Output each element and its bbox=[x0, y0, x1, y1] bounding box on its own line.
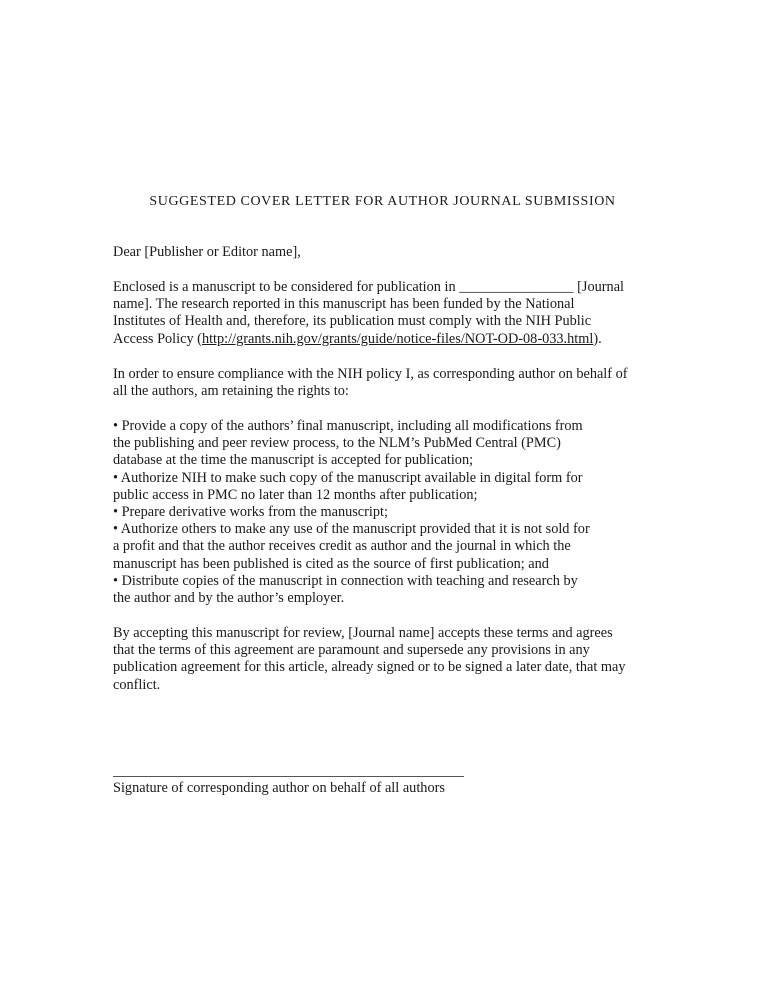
paragraph-line: Institutes of Health and, therefore, its publication must comply with the NIH Public bbox=[113, 313, 592, 330]
list-item bbox=[113, 418, 658, 470]
list-item bbox=[113, 470, 658, 504]
paragraph-line: name]. The research reported in this manuscript has been funded by the National bbox=[113, 296, 575, 313]
salutation-text: Dear [Publisher or Editor name], bbox=[113, 244, 301, 260]
list-item-line: • Distribute copies of the manuscript in connection with teaching and research by bbox=[113, 572, 578, 589]
policy-prefix: Access Policy ( bbox=[113, 330, 202, 347]
list-item bbox=[113, 573, 658, 607]
paragraph-line: By accepting this manuscript for review, [Journal name] accepts these terms and agrees bbox=[113, 625, 613, 641]
rights-list bbox=[113, 418, 658, 607]
paragraph-line: Enclosed is a manuscript to be considered for publication in ________________ [Journal bbox=[113, 279, 625, 295]
list-item-line: the publishing and peer review process, to the NLM’s PubMed Central (PMC) bbox=[113, 435, 561, 452]
paragraph-line bbox=[113, 331, 658, 348]
list-item bbox=[113, 504, 658, 521]
list-item-line: the author and by the author’s employer. bbox=[113, 589, 345, 606]
list-item-line: manuscript has been published is cited as the source of first publication; and bbox=[113, 555, 549, 572]
list-item-line: database at the time the manuscript is accepted for publication; bbox=[113, 452, 474, 469]
list-item-line: • Prepare derivative works from the manuscript; bbox=[113, 503, 388, 520]
paragraph-compliance bbox=[113, 366, 658, 400]
signature-line bbox=[113, 776, 464, 777]
list-item-line: • Provide a copy of the authors’ final manuscript, including all modifications from bbox=[113, 418, 583, 434]
list-item-line: public access in PMC no later than 12 months after publication; bbox=[113, 486, 478, 503]
document-title: SUGGESTED COVER LETTER FOR AUTHOR JOURNAL SUBMISSION bbox=[149, 194, 616, 209]
list-item-line: • Authorize NIH to make such copy of the manuscript available in digital form for bbox=[113, 469, 583, 486]
list-item-line: • Authorize others to make any use of the manuscript provided that it is not sold for bbox=[113, 521, 590, 538]
policy-suffix: ). bbox=[593, 330, 602, 347]
paragraph-line: all the authors, am retaining the rights to: bbox=[113, 383, 349, 400]
paragraph-line: that the terms of this agreement are paramount and supersede any provisions in any bbox=[113, 642, 590, 659]
list-item bbox=[113, 521, 658, 573]
policy-link[interactable]: http://grants.nih.gov/grants/guide/notice-files/NOT-OD-08-033.html bbox=[201, 330, 594, 347]
paragraph-line: conflict. bbox=[113, 676, 161, 693]
salutation bbox=[113, 244, 658, 261]
list-item-line: a profit and that the author receives credit as author and the journal in which the bbox=[113, 538, 571, 555]
paragraph-line: In order to ensure compliance with the NIH policy I, as corresponding author on behalf of bbox=[113, 366, 628, 382]
paragraph-line: publication agreement for this article, already signed or to be signed a later date, that may bbox=[113, 659, 626, 676]
signature-label: Signature of corresponding author on behalf of all authors bbox=[113, 780, 445, 796]
paragraph-intro bbox=[113, 279, 658, 348]
paragraph-acceptance bbox=[113, 625, 658, 694]
